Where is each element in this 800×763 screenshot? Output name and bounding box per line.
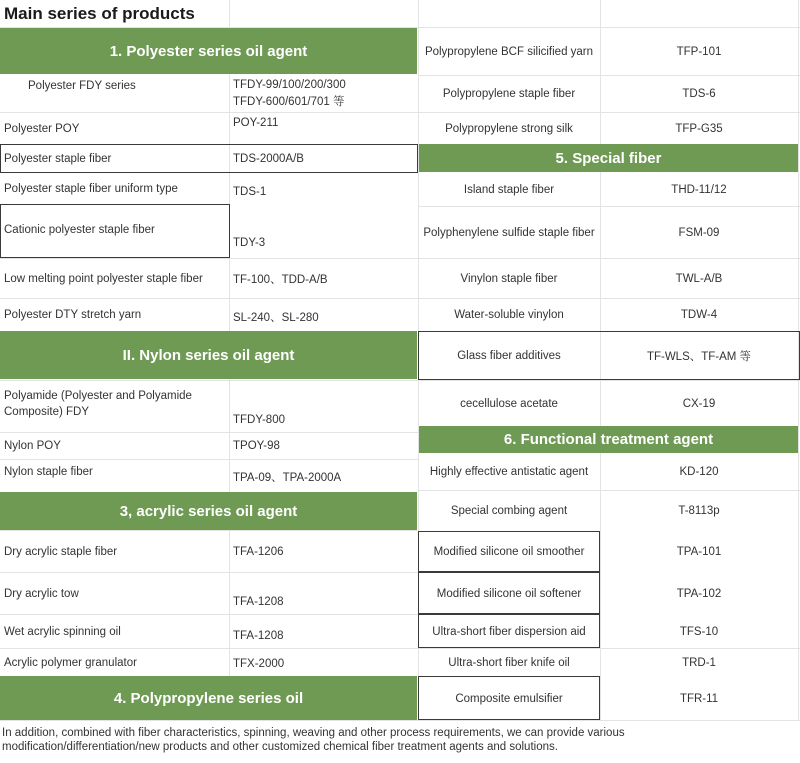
footer-line: modification/differentiation/new products and other customized chemical fiber treatment agents and solutions. [2,741,558,753]
section-header-polyester: 1. Polyester series oil agent [0,28,417,74]
product-code-pp-silk: TFP-G35 [675,122,723,135]
product-code-silicone-softener: TPA-102 [676,587,722,600]
product-name-silicone-softener: Modified silicone oil softener [436,587,582,600]
product-code-low-melt-staple: TF-100、TDD-A/B [233,273,328,286]
product-code-polyester-dty: SL-240、SL-280 [233,312,319,324]
product-code-cellulose-acetate: CX-19 [682,397,716,410]
product-name-nylon-poy: Nylon POY [4,440,61,452]
product-name-polyester-uniform: Polyester staple fiber uniform type [4,183,178,195]
product-code-silicone-smoother: TPA-101 [676,546,722,558]
product-code-island-staple: THD-11/12 [671,183,727,196]
product-name-low-melt-staple: Low melting point polyester staple fiber [4,272,203,285]
product-name-glass-fiber: Glass fiber additives [457,349,561,362]
product-name-polyamide-fdy: Composite) FDY [4,405,89,418]
footer-note [2,726,798,754]
product-name-silicone-smoother: Modified silicone oil smoother [433,546,585,558]
product-code-pps-staple: FSM-09 [678,226,720,239]
product-name-pp-bcf: Polypropylene BCF silicified yarn [424,45,594,58]
product-code-antistatic: KD-120 [679,466,719,478]
section-header-special-fiber: 5. Special fiber [419,144,798,172]
product-name-polyester-dty: Polyester DTY stretch yarn [4,309,142,321]
product-name-knife-oil: Ultra-short fiber knife oil [448,656,570,669]
product-name-acrylic-granulator: Acrylic polymer granulator [4,656,137,669]
product-code-dry-acrylic-staple: TFA-1206 [233,545,284,558]
product-code-polyamide-fdy: TFDY-800 [233,414,285,426]
product-name-pp-staple: Polypropylene staple fiber [442,88,576,100]
section-header-functional: 6. Functional treatment agent [419,426,798,453]
product-code-nylon-poy: TPOY-98 [233,440,280,452]
product-name-pp-silk: Polypropylene strong silk [445,122,573,135]
product-code-combing: T-8113p [678,505,720,517]
product-code-polyester-fdy: TFDY-600/601/701 等 [233,95,345,108]
product-code-polyester-uniform: TDS-1 [233,186,267,198]
product-name-island-staple: Island staple fiber [463,183,555,196]
product-code-polyester-poy: POY-211 [233,117,279,129]
section-header-polypropylene: 4. Polypropylene series oil [0,676,417,720]
product-code-nylon-staple: TPA-09、TPA-2000A [233,472,342,484]
section-header-acrylic: 3, acrylic series oil agent [0,492,417,530]
product-name-polyester-fdy: Polyester FDY series [28,80,136,92]
product-name-emulsifier: Composite emulsifier [455,692,563,705]
product-name-cellulose-acetate: cecellulose acetate [460,397,558,410]
product-name-pps-staple: Polyphenylene sulfide staple fiber [423,226,595,239]
product-code-pp-bcf: TFP-101 [676,45,722,58]
page-title: Main series of products [4,4,195,23]
product-code-emulsifier: TFR-11 [679,692,719,705]
product-name-dry-acrylic-staple: Dry acrylic staple fiber [4,545,118,558]
product-code-water-soluble-vinylon: TDW-4 [680,309,718,321]
product-name-dry-acrylic-tow: Dry acrylic tow [4,587,79,600]
product-name-polyamide-fdy: Polyamide (Polyester and Polyamide [4,389,192,402]
product-name-nylon-staple: Nylon staple fiber [4,466,93,478]
product-code-knife-oil: TRD-1 [682,656,716,669]
product-code-acrylic-granulator: TFX-2000 [233,658,285,670]
product-code-cationic-staple: TDY-3 [233,237,266,249]
product-code-pp-staple: TDS-6 [682,88,716,100]
product-name-combing: Special combing agent [450,505,568,517]
footer-line: In addition, combined with fiber characteristics, spinning, weaving and other process requirements, we can provide various [2,727,625,739]
product-code-glass-fiber: TF-WLS、TF-AM 等 [646,350,752,363]
product-name-antistatic: Highly effective antistatic agent [429,466,589,478]
product-name-polyester-poy: Polyester POY [4,122,80,135]
product-name-vinylon-staple: Vinylon staple fiber [460,272,558,285]
product-name-dispersion-aid: Ultra-short fiber dispersion aid [432,625,586,638]
grid-line [0,720,800,721]
product-code-dispersion-aid: TFS-10 [679,625,719,638]
product-code-vinylon-staple: TWL-A/B [675,272,723,285]
product-code-wet-acrylic: TFA-1208 [233,630,284,642]
product-name-water-soluble-vinylon: Water-soluble vinylon [454,309,564,321]
product-code-dry-acrylic-tow: TFA-1208 [233,596,284,608]
product-name-cationic-staple: Cationic polyester staple fiber [4,224,155,236]
product-code-polyester-fdy: TFDY-99/100/200/300 [233,78,346,91]
grid-line [0,459,418,460]
product-code-polyester-staple: TDS-2000A/B [233,153,304,165]
product-name-wet-acrylic: Wet acrylic spinning oil [4,625,121,638]
section-header-nylon: II. Nylon series oil agent [0,331,417,379]
product-name-polyester-staple: Polyester staple fiber [4,153,112,165]
